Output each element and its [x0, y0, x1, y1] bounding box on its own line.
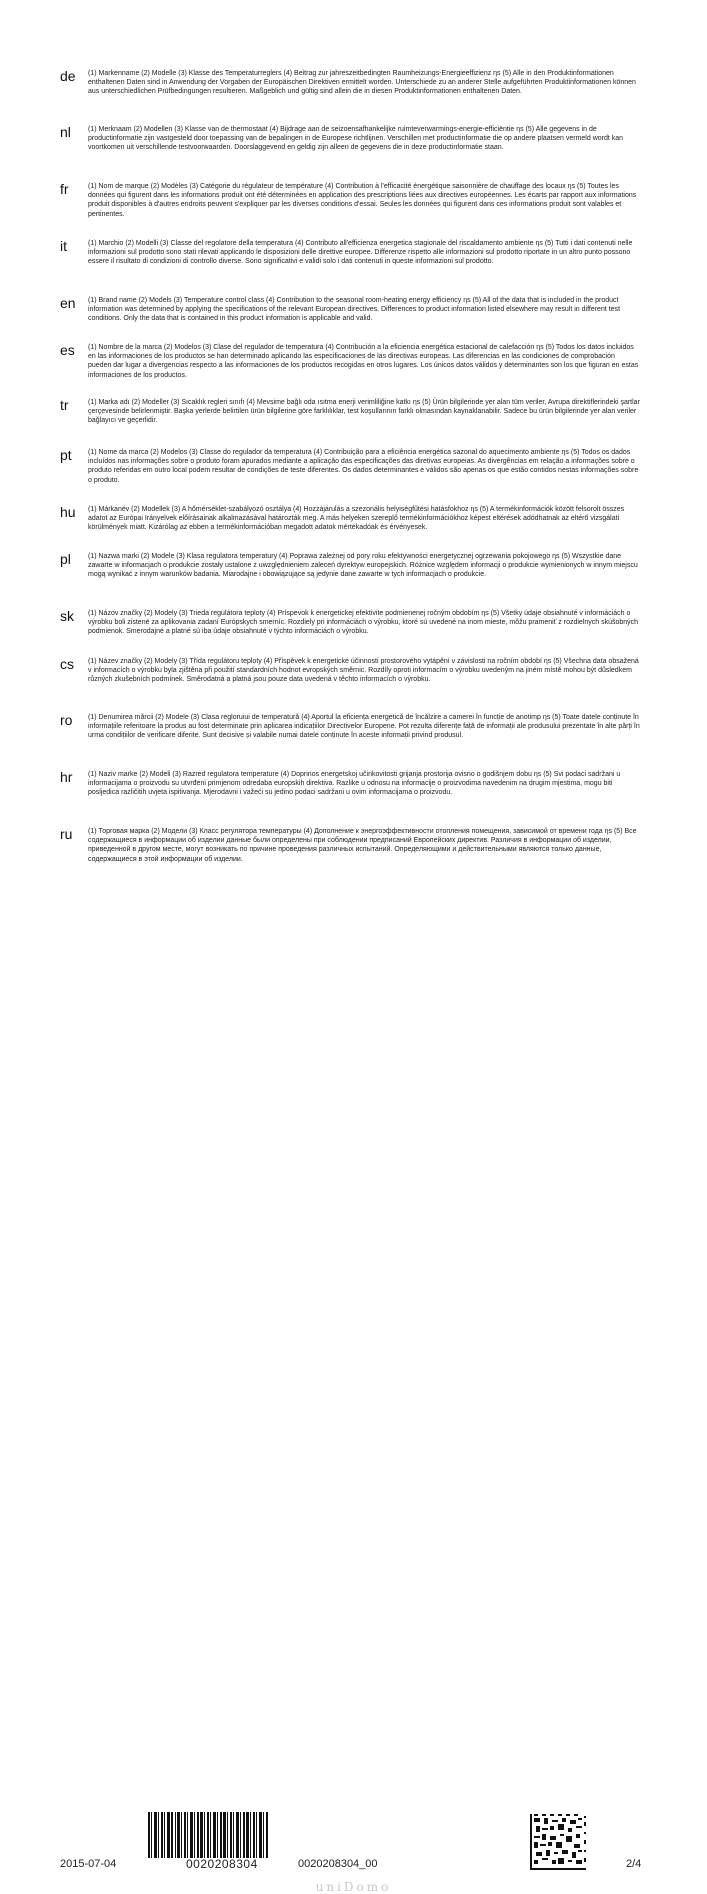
section-text: (1) Názov značky (2) Modely (3) Trieda regulátora teploty (4) Príspevok k energetickej efektivite podmienenej ročným obdobím ηs (5) Všetky údaje obsiahnuté v informáciách o výrobku boli zistené za aplikovania zadaní Európskych smerníc. Rozdiely pri informáciách o výrobku, ktoré sú uvedené na inom mieste, môžu prameniť z rozdielnych skúšobných podmienok. Smerodajné a platné sú iba údaje obsiahnuté v týchto informáciách o výrobku.	[88, 610, 639, 636]
language-code: sk	[60, 608, 74, 624]
section-text: (1) Торговая марка (2) Модели (3) Класс регулятора температуры (4) Дополнение к энергоэффективности отопления помещения, зависимой от времени года ηs (5) Все содержащиеся в информации об изделии данные были определены при соблюдении предписаний Европейских директив. Различия в информации об изделии, приведенной в другом месте, могут возникать по причине проведения различных испытаний. Определяющими и действительными являются только данные, содержащиеся в этой информации об изделии.	[88, 828, 637, 863]
document-date: 2015-07-04	[60, 1858, 117, 1870]
section-text: (1) Naziv marke (2) Modeli (3) Razred regulatora temperature (4) Doprinos energetskoj učinkovitosti grijanja prostorija ovisno o godišnjem dobu ηs (5) Svi podaci sadržani u informacijama o proizvodu su utvrđeni primjenom odredaba europskih direktiva. Razlike u odnosu na informacije o proizvodima navedenim na drugim mjestima, mogu biti posljedica različitih uvjeta ispitivanja. Mjerodavni i važeći su jedino podaci sadržani u ovim informacijama o proizvodu.	[88, 771, 621, 797]
barcode-number: 0020208304	[186, 1857, 258, 1871]
language-code: cs	[60, 656, 74, 672]
language-sections	[0, 0, 707, 900]
language-code: pl	[60, 551, 71, 567]
section-text: (1) Brand name (2) Models (3) Temperature control class (4) Contribution to the seasonal room-heating energy efficiency ηs (5) All of the data that is included in the product information was determined by applying the specifications of the relevant European directives. Differences to product information listed elsewhere may result in different test conditions. Only the data that is contained in this product information is applicable and valid.	[88, 297, 621, 323]
watermark-text: uniDomo	[315, 1880, 392, 1894]
section-text: (1) Márkanév (2) Modellek (3) A hőmérséklet-szabályozó osztálya (4) Hozzájárulás a szezonális helyiségfűtési hatásfokhoz ηs (5) A termékinformációk között felsorolt összes adatot az Európai Irányelvek előírásainak alkalmazásával határozták meg. A más helyeken szereplő termékinformációkhoz képest eltérések adódhatnak az eltérő vizsgálati körülmények miatt. Kizárólag az ebben a termékinformációban megadott adatok mértékadóak és érvényesek.	[88, 506, 625, 532]
language-code: it	[60, 238, 67, 254]
section-text: (1) Merknaam (2) Modellen (3) Klasse van de thermostaat (4) Bijdrage aan de seizoensafhankelijke ruimteverwarmings-energie-efficiëntie ηs (5) Alle gegevens in de productinformatie zijn vastgesteld door toepassing van de bepalingen in de Europese richtlijnen. Verschillen met productinformatie die op andere plaatsen vermeld wordt kan voortkomen uit verschillende testvoorwaarden. Doorslaggevend en geldig zijn alleen de gegevens die in deze productinformatie staan.	[88, 126, 624, 152]
datamatrix-code-icon	[530, 1814, 586, 1870]
section-text: (1) Denumirea mărcii (2) Modele (3) Clasa regloruiui de temperatură (4) Aportul la eficiența energetică de încălzire a camerei în funcție de anotimp ηs (5) Toate datele conținute în informațiile referitoare la produs au fost determinate prin aplicarea indicațiilor Directivelor Europene. Pot rezulta diferențe față de informații ale produsului prezentate în alte părți în urma condițiilor de verificare diferite. Sunt decisive și valabile numai datele conținute în aceste informații privind produsul.	[88, 714, 640, 740]
section-text: (1) Nom de marque (2) Modèles (3) Catégorie du régulateur de température (4) Contribution à l'efficacité énergétique saisonnière de chauffage des locaux ηs (5) Toutes les données qui figurent dans les informations produit ont été déterminées en application des prescriptions liées aux directives européennes. Les écarts par rapport aux informations produit disponibles à d'autres endroits peuvent s'expliquer par les diverses conditions d'essai. Seules les données qui figurent dans ces informations produit sont valables et pertinentes.	[88, 183, 637, 218]
language-code: pt	[60, 447, 72, 463]
language-code: de	[60, 68, 76, 84]
language-code: tr	[60, 397, 69, 413]
section-text: (1) Nazwa marki (2) Modele (3) Klasa regulatora temperatury (4) Poprawa zależnej od pory roku efektywności energetycznej ogrzewania pokojowego ηs (5) Wszystkie dane zawarte w informacjach o produkcie zostały ustalone z uwzględnieniem zaleceń dyrektyw europejskich. Różnice względem informacji o produkcie wymienionych w innym miejscu mogą wynikać z innym warunków badania. Miarodajne i obowiązujące są jedynie dane zawarte w tych informacjach o produkcie.	[88, 553, 638, 579]
language-code: ru	[60, 826, 73, 842]
language-code: es	[60, 342, 75, 358]
language-code: fr	[60, 181, 69, 197]
language-code: hr	[60, 769, 73, 785]
language-code: ro	[60, 712, 73, 728]
section-text: (1) Název značky (2) Modely (3) Třída regulátoru teploty (4) Příspěvek k energetické účinnosti prostorového vytápění v závislosti na ročním období ηs (5) Všechna data obsažená v informacích o výrobku byla zjištěna při použití standardních hodnot evropských směrnic. Rozdíly oproti informacím o výrobku uvedeným na jiném místě mohou být důsledkem různých zkušebních podmínek. Směrodatná a platná jsou pouze data uvedená v těchto informacích o výrobku.	[88, 658, 639, 684]
section-text: (1) Nome da marca (2) Modelos (3) Classe do regulador da temperatura (4) Contribuição para a eficiência energética sazonal do aquecimento ambiente ηs (5) Todos os dados incluídos nas informações sobre o produto foram apurados mediante a aplicação das especificações das diretivas europeias. As divergências em relação a informações sobre o produto referidas em outro local podem resultar de condições de teste diferentes. Os dados determinantes e válidos são apenas os que estão contidos nestas informações sobre o produto.	[88, 449, 639, 484]
section-text: (1) Marchio (2) Modelli (3) Classe del regolatore della temperatura (4) Contributo all'efficienza energetica stagionale del riscaldamento ambiente ηs (5) Tutti i dati contenuti nelle informazioni sul prodotto sono stati rilevati applicando le disposizioni delle direttive europee. Differenze rispetto alle informazioni sul prodotto riportate in un altro punto possono essere il risultato di condizioni di controllo diverse. Sono significativi e validi solo i dati contenuti in queste informazioni sul prodotto.	[88, 240, 633, 266]
page-footer	[0, 900, 707, 1894]
document-number: 0020208304_00	[298, 1858, 378, 1870]
language-code: hu	[60, 504, 76, 520]
section-text: (1) Nombre de la marca (2) Modelos (3) Clase del regulador de temperatura (4) Contribución a la eficiencia energética estacional de calefacción ηs (5) Todos los datos incluidos en las informaciones de los productos se han determinado aplicando las especificaciones de las directivas europeas. Las diferencias en las condiciones de comprobación pueden dar lugar a divergencias respecto a las informaciones de los productos recogidas en otros lugares. Los únicos datos válidos y determinantes son los que figuran en estas informaciones de los productos.	[88, 344, 639, 379]
barcode-icon	[148, 1812, 268, 1858]
section-text: (1) Marka adı (2) Modeller (3) Sıcaklık regleri sınıfı (4) Mevsime bağlı oda ısıtma enerji verimliliğine katkı ηs (5) Ürün bilgilerinde yer alan tüm veriler, Avrupa direktiflerindeki şartlar çerçevesinde belirlenmiştir. Başka yerlerde belirtilen ürün bilgilerine göre farklılıklar, test koşullarının farklı olmasından kaynaklanabilir. Sadece bu ürün bilgilerinde yer alan veriler bağlayıcı ve geçerlidir.	[88, 399, 640, 425]
section-text: (1) Markenname (2) Modelle (3) Klasse des Temperaturreglers (4) Beitrag zur jahreszeitbedingten Raumheizungs-Energieeffizienz ηs (5) Alle in den Produktinformationen enthaltenen Daten sind in Anwendung der Vorgaben der Europäischen Direktiven ermittelt worden. Unterschiede zu an anderer Stelle aufgeführten Produktinformationen können aus unterschiedlichen Prüfbedingungen resultieren. Maßgeblich und gültig sind allein die in diesen Produktinformationen enthaltenen Daten.	[88, 70, 636, 96]
language-code: nl	[60, 124, 71, 140]
language-code: en	[60, 295, 76, 311]
page-number: 2/4	[626, 1858, 642, 1870]
